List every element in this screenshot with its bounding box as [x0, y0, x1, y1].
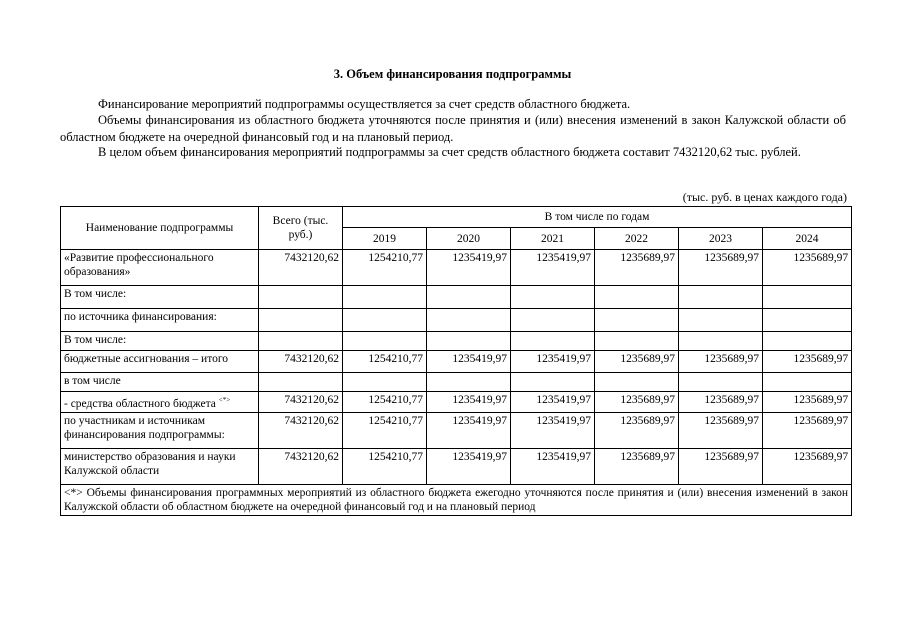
header-year: 2020: [427, 228, 511, 250]
row-total: 7432120,62: [259, 392, 343, 413]
table-row: [61, 373, 852, 392]
row-value: 1254210,77: [343, 392, 427, 413]
row-value: 1235419,97: [511, 392, 595, 413]
financing-table: [60, 206, 852, 516]
paragraph-total-volume: В целом объем финансирования мероприятий подпрограммы за счет средств областного бюджета составит 7432120,62 тыс. рублей.: [98, 145, 801, 159]
row-name: В том числе:: [61, 332, 259, 351]
row-value: 1254210,77: [343, 250, 427, 286]
header-year: 2022: [595, 228, 679, 250]
row-value: 1235419,97: [427, 250, 511, 286]
row-value: 1235419,97: [511, 412, 595, 448]
row-name: министерство образования и науки Калужской области: [61, 448, 259, 484]
row-name: в том числе: [61, 373, 259, 392]
row-name: - средства областного бюджета <*>: [61, 392, 259, 413]
header-subprogram-name: Наименование подпрограммы: [61, 207, 259, 250]
row-value: 1235689,97: [763, 448, 852, 484]
table-row: [61, 286, 852, 309]
row-name: В том числе:: [61, 286, 259, 309]
row-value: 1235419,97: [427, 412, 511, 448]
table-row: [61, 412, 852, 448]
row-value: 1254210,77: [343, 448, 427, 484]
row-value: 1235689,97: [595, 351, 679, 373]
row-value: 1235689,97: [595, 448, 679, 484]
row-name: по источника финансирования:: [61, 309, 259, 332]
table-row: [61, 332, 852, 351]
header-year: 2019: [343, 228, 427, 250]
table-row: [61, 351, 852, 373]
row-value: 1235419,97: [511, 250, 595, 286]
table-footnote: <*> Объемы финансирования программных мероприятий из областного бюджета ежегодно уточняются после принятия и (или) внесения изменений в закон Калужской области об областном бюджете на очередной финансовый год и на плановый период: [61, 484, 852, 515]
header-year: 2023: [679, 228, 763, 250]
table-row: [61, 448, 852, 484]
row-total: 7432120,62: [259, 412, 343, 448]
row-value: 1235689,97: [763, 351, 852, 373]
header-total: Всего (тыс. руб.): [259, 207, 343, 250]
row-value: 1235689,97: [595, 412, 679, 448]
row-total: 7432120,62: [259, 448, 343, 484]
row-value: 1235689,97: [763, 412, 852, 448]
row-value: 1254210,77: [343, 351, 427, 373]
section-heading: 3. Объем финансирования подпрограммы: [333, 67, 572, 81]
row-value: 1235689,97: [679, 250, 763, 286]
row-value: 1235419,97: [511, 351, 595, 373]
row-value: 1235689,97: [595, 250, 679, 286]
table-row: [61, 484, 852, 515]
row-value: 1235419,97: [511, 448, 595, 484]
row-value: 1235689,97: [679, 412, 763, 448]
row-total: 7432120,62: [259, 351, 343, 373]
row-name: «Развитие профессионального образования»: [61, 250, 259, 286]
row-value: 1235419,97: [427, 448, 511, 484]
row-total: 7432120,62: [259, 250, 343, 286]
row-value: 1235419,97: [427, 351, 511, 373]
header-year: 2021: [511, 228, 595, 250]
table-row: [61, 250, 852, 286]
row-value: 1235689,97: [679, 448, 763, 484]
row-value: 1235689,97: [679, 351, 763, 373]
row-name: по участникам и источникам финансирования подпрограммы:: [61, 412, 259, 448]
row-value: 1235689,97: [763, 250, 852, 286]
row-value: 1235689,97: [595, 392, 679, 413]
row-value: 1254210,77: [343, 412, 427, 448]
footnote-marker: <*>: [218, 396, 231, 404]
paragraph-financing-source: Финансирование мероприятий подпрограммы осуществляется за счет средств областного бюджета.: [98, 97, 631, 111]
row-value: 1235419,97: [427, 392, 511, 413]
table-row: [61, 309, 852, 332]
row-value: 1235689,97: [679, 392, 763, 413]
row-value: 1235689,97: [763, 392, 852, 413]
paragraph-financing-volumes: Объемы финансирования из областного бюджета уточняются после принятия и (или) внесения изменений в закон Калужской области об областном бюджете на очередной финансовый год и на плановый период.: [60, 113, 846, 144]
row-name: бюджетные ассигнования – итого: [61, 351, 259, 373]
table-row: [61, 392, 852, 413]
units-note: (тыс. руб. в ценах каждого года): [682, 190, 847, 204]
header-year: 2024: [763, 228, 852, 250]
header-years-group: В том числе по годам: [343, 207, 852, 228]
